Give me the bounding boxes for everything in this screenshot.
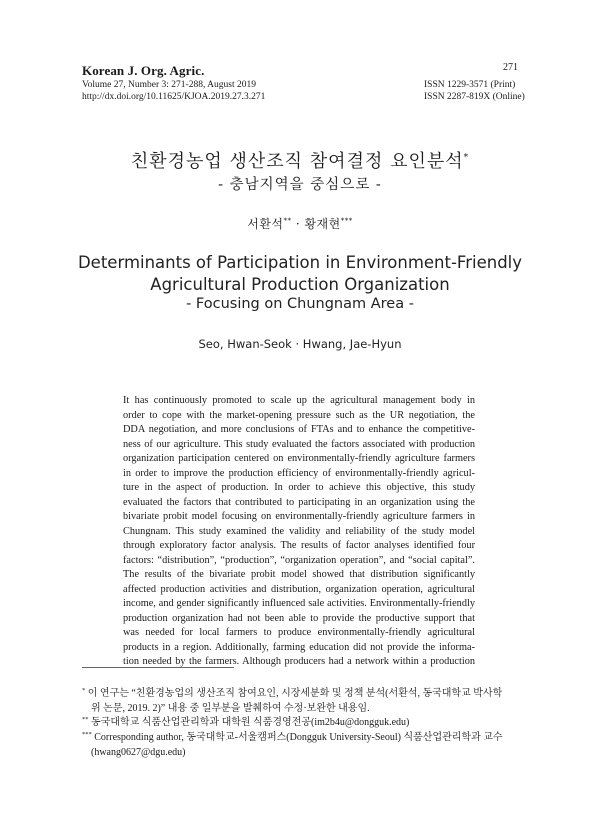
abstract-line: factors: “distribution”, “production”, “organization operation”, and “social capital”. — [123, 554, 475, 566]
footnote-3-line1 — [82, 728, 522, 746]
footnote-3-text: Corresponding author, 동국대학교-서울캠퍼스(Dongguk University-Seoul) 식품산업관리학과 교수 — [94, 732, 503, 743]
issn-info — [424, 79, 525, 103]
issn-print: ISSN 1229-3571 (Print) — [424, 80, 516, 90]
abstract-line: Chungnam. This study examined the validity and reliability of the study model — [123, 525, 475, 537]
abstract-line: in order to improve the production efficiency of environmentally-friendly agricul- — [123, 467, 475, 479]
english-subtitle: - Focusing on Chungnam Area - — [186, 296, 414, 312]
author-separator: · — [291, 217, 305, 231]
footnote-1-text: 이 연구는 “친환경농업의 생산조직 참여요인, 시장세분화 및 정책 분석(서환석, 동국대학교 박사학 — [87, 688, 503, 699]
author2-name: 황재현 — [304, 217, 341, 231]
abstract-line: The results of the bivariate probit model showed that distribution significantly — [123, 569, 475, 580]
abstract-line: was needed for local farmers to produce environmentally-friendly agricultural — [123, 627, 475, 638]
english-title-line2: Agricultural Production Organization — [150, 275, 450, 294]
english-title — [0, 252, 600, 296]
korean-subtitle: - 충남지역을 중심으로 - — [218, 177, 382, 193]
abstract-line: bivariate probit model focusing on environmentally-friendly agriculture farmers in — [123, 511, 475, 522]
abstract-line: organization participation centered on environmentally-friendly agriculture farmers — [123, 453, 475, 464]
publication-info — [82, 79, 265, 103]
volume-info: Volume 27, Number 3: 271-288, August 2019 — [82, 80, 256, 90]
abstract-line: order to cope with the market-opening pressure such as the UR negotiation, the — [123, 409, 475, 421]
footnote-2-mark: ** — [82, 716, 89, 723]
footnote-1-line1 — [82, 684, 522, 702]
author2-mark: *** — [340, 217, 353, 225]
footnote-3-mark: *** — [82, 731, 92, 738]
journal-name: Korean J. Org. Agric. — [82, 63, 205, 78]
footnote-1-mark: * — [82, 687, 86, 694]
abstract — [123, 394, 475, 670]
title-footnote-mark: * — [463, 153, 470, 163]
doi-link[interactable]: http://dx.doi.org/10.11625/KJOA.2019.27.3.271 — [82, 92, 266, 102]
footnote-1-line2: 위 논문, 2019. 2)” 내용 중 일부분을 발췌하여 수정·보완한 내용임. — [91, 702, 370, 714]
author1-name: 서환석 — [247, 217, 284, 231]
abstract-line: It has continuously promoted to scale up the agricultural management body in — [123, 395, 475, 406]
abstract-line: products in a region. Additionally, farming education did not provide the informa- — [123, 641, 475, 653]
abstract-line: through exploratory factor analysis. The results of factor analyses identified four — [123, 540, 475, 551]
abstract-line: income, and gender significantly influenced sale activities. Environmentally-friendly — [123, 598, 475, 609]
english-authors: Seo, Hwan-Seok · Hwang, Jae-Hyun — [198, 337, 402, 351]
korean-title-text: 친환경농업 생산조직 참여결정 요인분석 — [130, 151, 464, 172]
abstract-line: DDA negotiation, and more conclusions of FTAs and to enhance the competitive- — [123, 424, 475, 435]
author1-mark: ** — [283, 217, 292, 225]
footnote-3 — [82, 728, 522, 760]
korean-title — [0, 147, 600, 173]
abstract-line: ness of our agriculture. This study evaluated the factors associated with production — [123, 438, 475, 450]
footnote-3-line2: (hwang0627@dgu.edu) — [91, 746, 186, 758]
footnote-divider — [82, 667, 234, 668]
footnote-1 — [82, 684, 522, 716]
footnote-2-text: 동국대학교 식품산업관리학과 대학원 식품경영전공(im2b4u@dongguk.edu) — [91, 717, 410, 728]
abstract-line: production organization had not been able to provide the productive support that — [123, 612, 475, 624]
abstract-line: evaluated the factors that contributed to participating in an organization using the — [123, 496, 475, 508]
issn-online: ISSN 2287-819X (Online) — [424, 92, 525, 102]
abstract-line: tion needed by the farmers. Although producers had a network within a production — [123, 656, 475, 667]
korean-authors — [0, 215, 600, 232]
abstract-line: affected production activities and distribution, organization operation, agricultural — [123, 583, 475, 595]
abstract-line: ture in the aspect of production. In order to achieve this objective, this study — [123, 482, 475, 493]
page-number: 271 — [503, 62, 518, 73]
english-title-line1: Determinants of Participation in Environment-Friendly — [77, 253, 523, 272]
